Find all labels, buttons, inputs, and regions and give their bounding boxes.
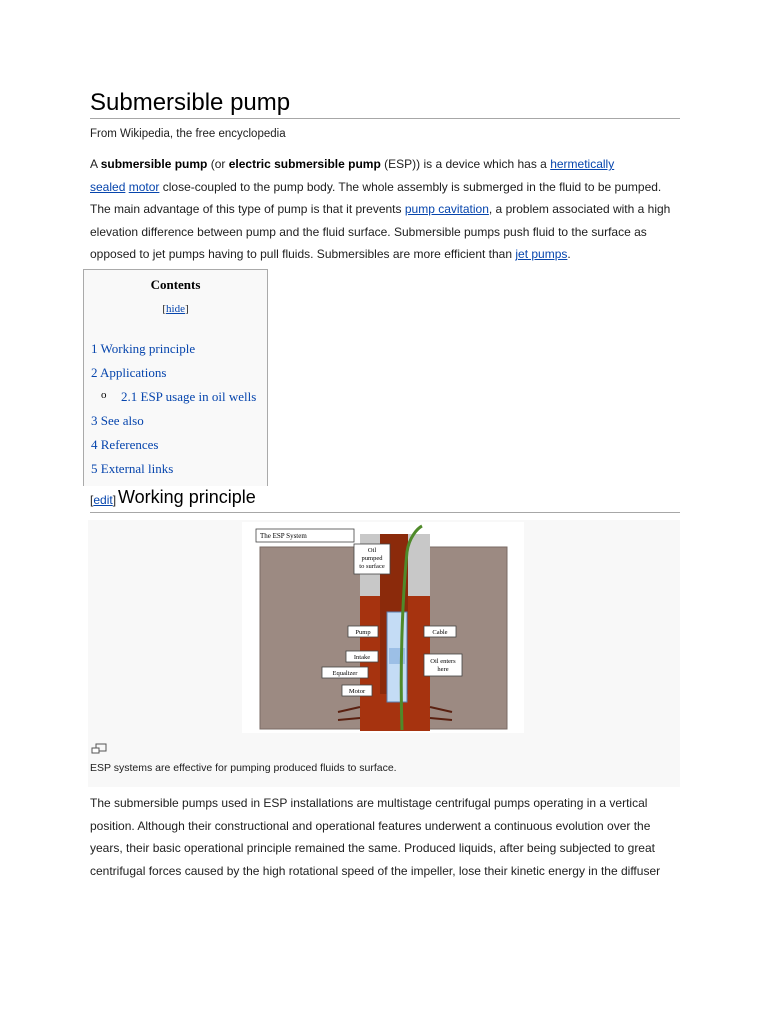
lead-text: The main advantage of this type of pump is that it prevents <box>90 202 405 217</box>
label-oil-pumped-1: Oil <box>367 547 377 554</box>
body-line: position. Although their constructional and operational features underwent a continuous evolution over the <box>90 818 651 833</box>
label-oil-pumped-3: to surface <box>359 563 385 570</box>
edit-bracket: ] <box>112 493 117 507</box>
toc-item-references[interactable]: 4 References <box>91 437 159 452</box>
label-oil-pumped-2: pumped <box>361 555 383 562</box>
diagram-title: The ESP System <box>260 532 307 540</box>
enlarge-svg <box>91 743 107 755</box>
tagline: From Wikipedia, the free encyclopedia <box>90 128 286 140</box>
figure-caption: ESP systems are effective for pumping produced fluids to surface. <box>90 762 397 774</box>
lead-line-1 <box>90 153 680 176</box>
figure-thumbnail <box>88 520 680 787</box>
magnify-clip-icon[interactable] <box>91 742 107 754</box>
toc-item-esp-usage[interactable] <box>101 389 257 405</box>
toc-item-external-links[interactable]: 5 External links <box>91 461 174 476</box>
lead-text: opposed to jet pumps having to pull fluids. Submersibles are more efficient than <box>90 247 516 262</box>
toc-hide-link[interactable]: hide <box>166 303 185 315</box>
label-equalizer: Equalizer <box>332 670 358 677</box>
label-cable: Cable <box>432 629 448 636</box>
body-line: years, their basic operational principle remained the same. Produced liquids, after being subjected to great <box>90 841 655 856</box>
lead-paragraph <box>90 153 680 266</box>
link-hermetically[interactable]: hermetically <box>550 157 615 171</box>
body-paragraph <box>90 792 680 882</box>
label-pump: Pump <box>355 629 371 636</box>
link-sealed[interactable]: sealed <box>90 179 126 194</box>
toc-item-applications[interactable]: 2 Applications <box>91 365 167 380</box>
label-motor: Motor <box>348 688 366 695</box>
section-heading-working-principle <box>90 486 680 513</box>
esp-diagram-svg <box>242 522 524 733</box>
label-intake: Intake <box>353 654 371 661</box>
body-line: centrifugal forces caused by the high rotational speed of the impeller, lose their kinetic energy in the diffuser <box>90 863 661 878</box>
toc-item-working-principle[interactable]: 1 Working principle <box>91 341 196 356</box>
lead-text: (ESP)) is a device which has a <box>380 157 551 171</box>
page-title: Submersible pump <box>90 88 680 119</box>
link-motor[interactable]: motor <box>128 179 160 194</box>
toc-hide-toggle <box>84 303 267 315</box>
lead-line-2 <box>90 176 680 199</box>
table-of-contents <box>83 269 268 486</box>
bold-term-submersible-pump: submersible pump <box>100 157 208 171</box>
lead-text: close-coupled to the pump body. The whole assembly is submerged in the fluid to be pumped. <box>159 179 662 194</box>
lead-text: (or <box>207 157 229 171</box>
toc-bracket: ] <box>184 303 189 315</box>
bold-term-esp: electric submersible pump <box>228 157 381 171</box>
section-title: Working principle <box>118 487 256 507</box>
lead-text: , a problem associated with a high <box>488 202 671 217</box>
lead-line-5 <box>90 243 680 266</box>
lead-text: A <box>90 157 101 171</box>
esp-system-diagram[interactable] <box>242 522 524 733</box>
toc-bullet: o <box>101 389 107 401</box>
body-line: The submersible pumps used in ESP installations are multistage centrifugal pumps operating in a vertical <box>90 796 648 810</box>
label-oil-enters-1: Oil enters <box>430 658 456 665</box>
toc-title: Contents <box>150 277 201 292</box>
edit-link[interactable]: edit <box>93 493 113 507</box>
link-pump-cavitation[interactable]: pump cavitation <box>404 202 489 217</box>
toc-item-label: 2.1 ESP usage in oil wells <box>121 389 257 404</box>
edit-section <box>90 493 116 507</box>
label-oil-enters-2: here <box>437 666 449 673</box>
lead-text: . <box>567 247 571 262</box>
link-jet-pumps[interactable]: jet pumps <box>515 247 568 262</box>
lead-line-4: elevation difference between pump and the fluid surface. Submersible pumps push fluid to the surface as <box>90 224 647 239</box>
toc-bracket: [ <box>162 303 167 315</box>
lead-line-3 <box>90 198 680 221</box>
edit-bracket: [ <box>90 493 94 507</box>
toc-item-see-also[interactable]: 3 See also <box>91 413 144 428</box>
